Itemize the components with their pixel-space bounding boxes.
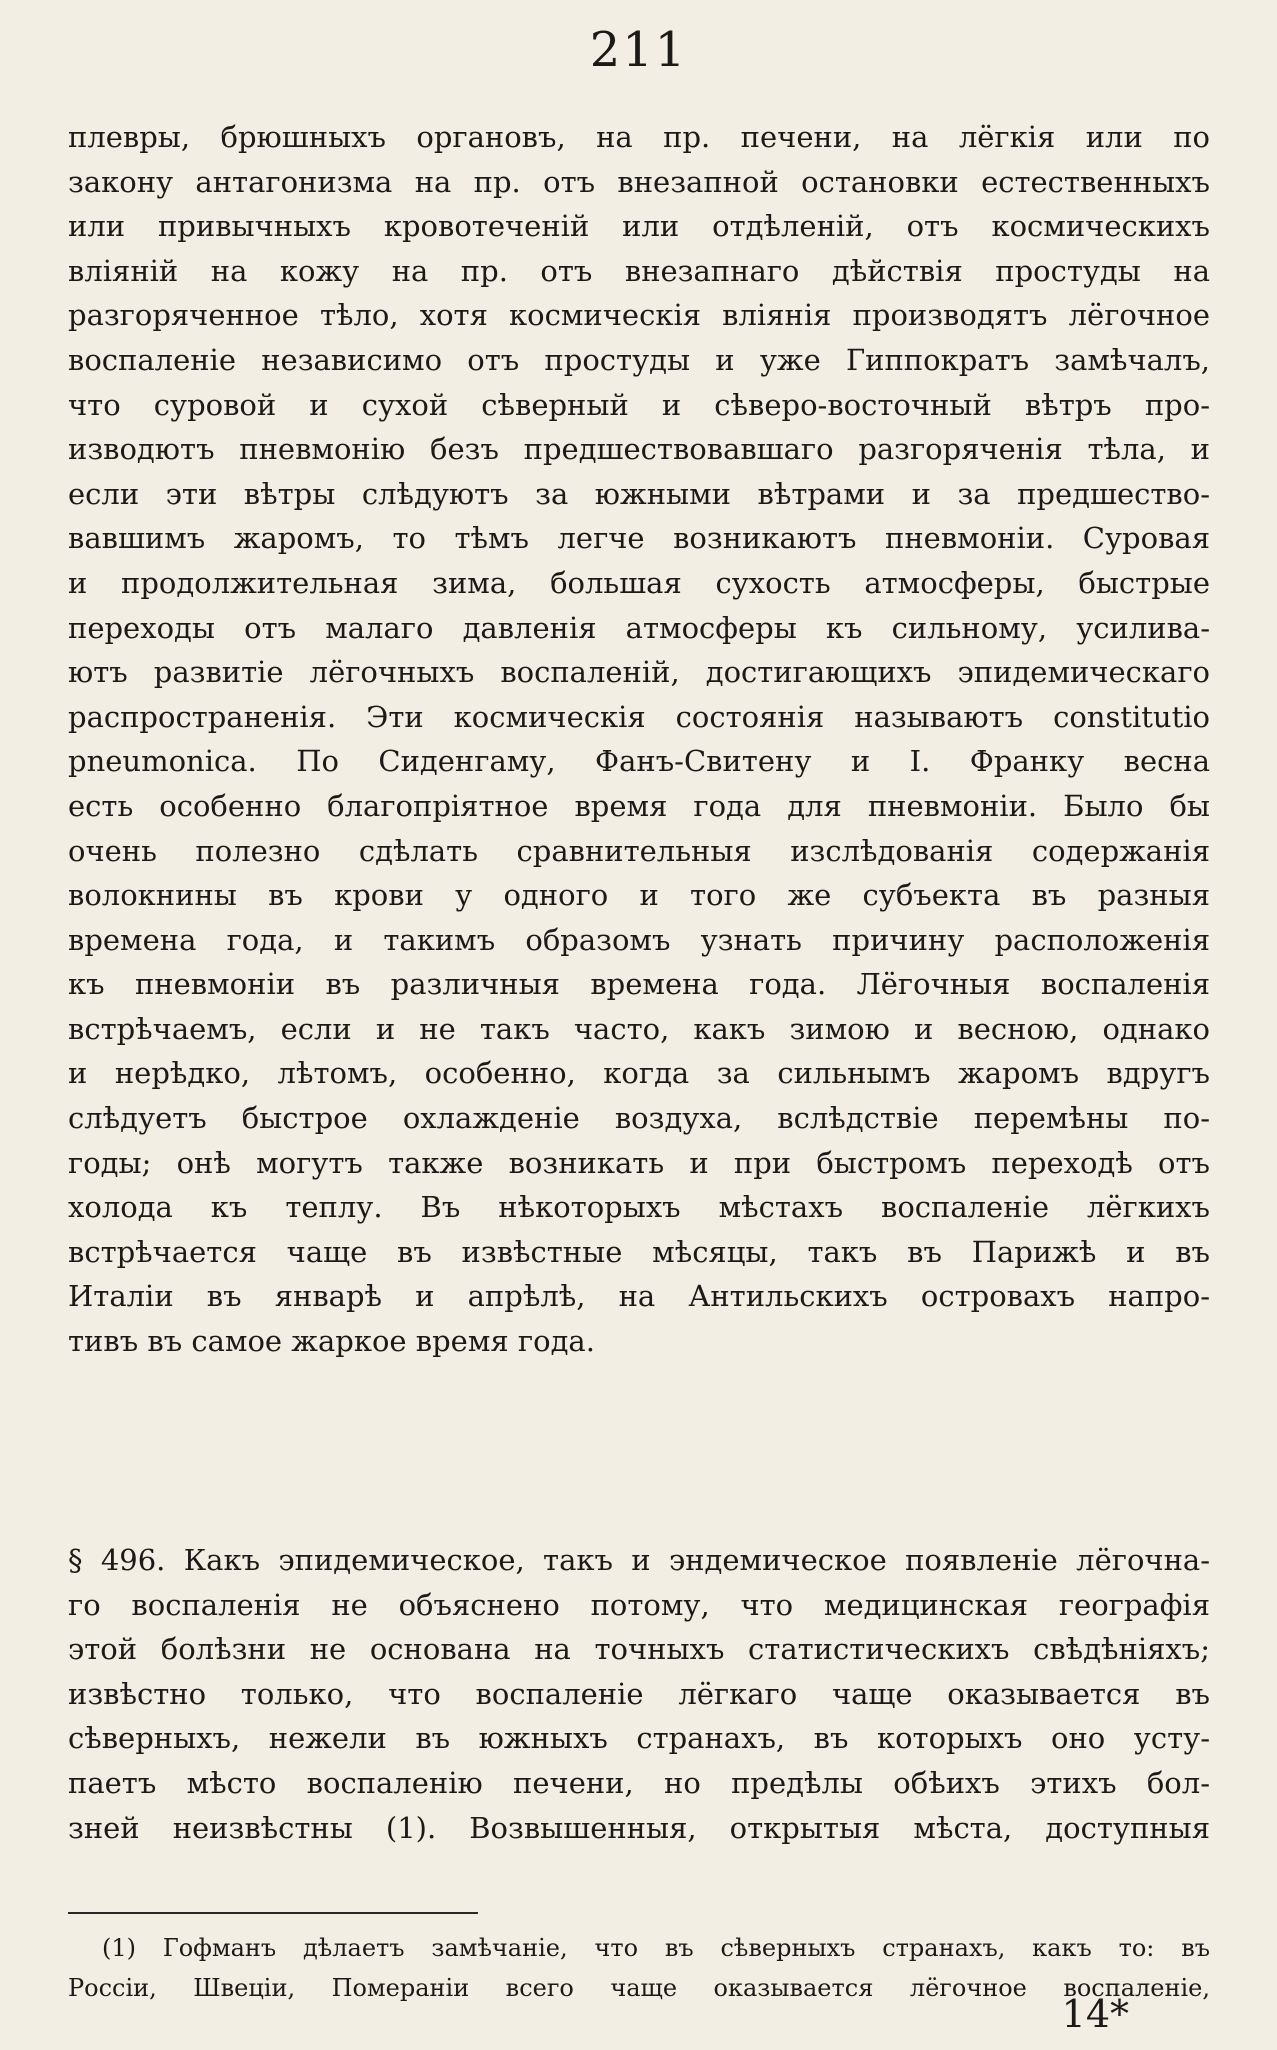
text-line: если эти вѣтры слѣдуютъ за южными вѣтрами и за предшество- <box>68 476 1210 511</box>
text-line: ютъ развитіе лёгочныхъ воспаленій, достигающихъ эпидемическаго <box>68 655 1210 690</box>
text-line: го воспаленія не объяснено потому, что медицинская географія <box>68 1587 1210 1622</box>
signature-mark: 14* <box>1061 1992 1129 2036</box>
text-line: есть особенно благопріятное время года для пневмоніи. Было бы <box>68 788 1210 823</box>
footnote <box>68 1928 1210 2008</box>
footnote-divider <box>68 1912 478 1914</box>
text-line: разгоряченное тѣло, хотя космическія вліянія производятъ лёгочное <box>68 298 1210 333</box>
text-line: встрѣчается чаще въ извѣстные мѣсяцы, такъ въ Парижѣ и въ <box>68 1234 1210 1269</box>
text-line: встрѣчаемъ, если и не такъ часто, какъ зимою и весною, однако <box>68 1011 1210 1046</box>
text-line: Италіи въ январѣ и апрѣлѣ, на Антильскихъ островахъ напро- <box>68 1279 1210 1314</box>
text-line: очень полезно сдѣлать сравнительныя изслѣдованія содержанія <box>68 833 1210 868</box>
text-line: и нерѣдко, лѣтомъ, особенно, когда за сильнымъ жаромъ вдругъ <box>68 1056 1210 1091</box>
text-line: и продолжительная зима, большая сухость атмосферы, быстрые <box>68 565 1210 600</box>
paragraph-496 <box>68 1538 1210 1850</box>
text-line: переходы отъ малаго давленія атмосферы къ сильному, усилива- <box>68 610 1210 645</box>
text-line: волокнины въ крови у одного и того же субъекта въ разныя <box>68 878 1210 913</box>
text-line: холода къ теплу. Въ нѣкоторыхъ мѣстахъ воспаленіе лёгкихъ <box>68 1190 1210 1225</box>
text-line: изводютъ пневмонію безъ предшествовавшаго разгоряченія тѣла, и <box>68 432 1210 467</box>
text-line: тивъ въ самое жаркое время года. <box>68 1324 595 1359</box>
text-line: паетъ мѣсто воспаленію печени, но предѣлы обѣихъ этихъ бол- <box>68 1765 1210 1800</box>
text-line: вліяній на кожу на пр. отъ внезапнаго дѣйствія простуды на <box>68 253 1210 288</box>
text-line: распространенія. Эти космическія состоянія называютъ constitutio <box>68 699 1210 734</box>
text-line: зней неизвѣстны (1). Возвышенныя, открытыя мѣста, доступныя <box>68 1810 1210 1845</box>
text-line: къ пневмоніи въ различныя времена года. Лёгочныя воспаленія <box>68 967 1210 1002</box>
text-line: слѣдуетъ быстрое охлажденіе воздуха, вслѣдствіе перемѣны по- <box>68 1101 1210 1136</box>
paragraph-1 <box>68 115 1210 1364</box>
text-line: закону антагонизма на пр. отъ внезапной остановки естественныхъ <box>68 164 1210 199</box>
text-line: § 496. Какъ эпидемическое, такъ и эндемическое появленіе лёгочна- <box>68 1543 1210 1577</box>
text-line: этой болѣзни не основана на точныхъ статистическихъ свѣдѣніяхъ; <box>68 1632 1210 1667</box>
footnote-line: (1) Гофманъ дѣлаетъ замѣчаніе, что въ сѣверныхъ странахъ, какъ то: въ <box>102 1934 1210 1962</box>
text-line: pneumonica. По Сиденгаму, Фанъ-Свитену и I. Франку весна <box>68 744 1210 779</box>
footnote-line: Россіи, Швеціи, Помераніи всего чаще оказывается лёгочное воспаленіе, <box>68 1974 1210 2002</box>
text-line: времена года, и такимъ образомъ узнать причину расположенія <box>68 922 1210 957</box>
page-number: 211 <box>589 22 688 78</box>
text-line: вавшимъ жаромъ, то тѣмъ легче возникаютъ пневмоніи. Суровая <box>68 521 1210 556</box>
text-line: сѣверныхъ, нежели въ южныхъ странахъ, въ которыхъ оно усту- <box>68 1721 1210 1756</box>
text-line: воспаленіе независимо отъ простуды и уже Гиппократъ замѣчалъ, <box>68 342 1210 377</box>
text-line: извѣстно только, что воспаленіе лёгкаго чаще оказывается въ <box>68 1676 1210 1711</box>
text-line: или привычныхъ кровотеченій или отдѣленій, отъ космическихъ <box>68 209 1210 244</box>
text-line: годы; онѣ могутъ также возникать и при быстромъ переходѣ отъ <box>68 1145 1210 1180</box>
text-line: плевры, брюшныхъ органовъ, на пр. печени, на лёгкія или по <box>68 120 1210 154</box>
text-line: что суровой и сухой сѣверный и сѣверо-восточный вѣтръ про- <box>68 387 1210 422</box>
